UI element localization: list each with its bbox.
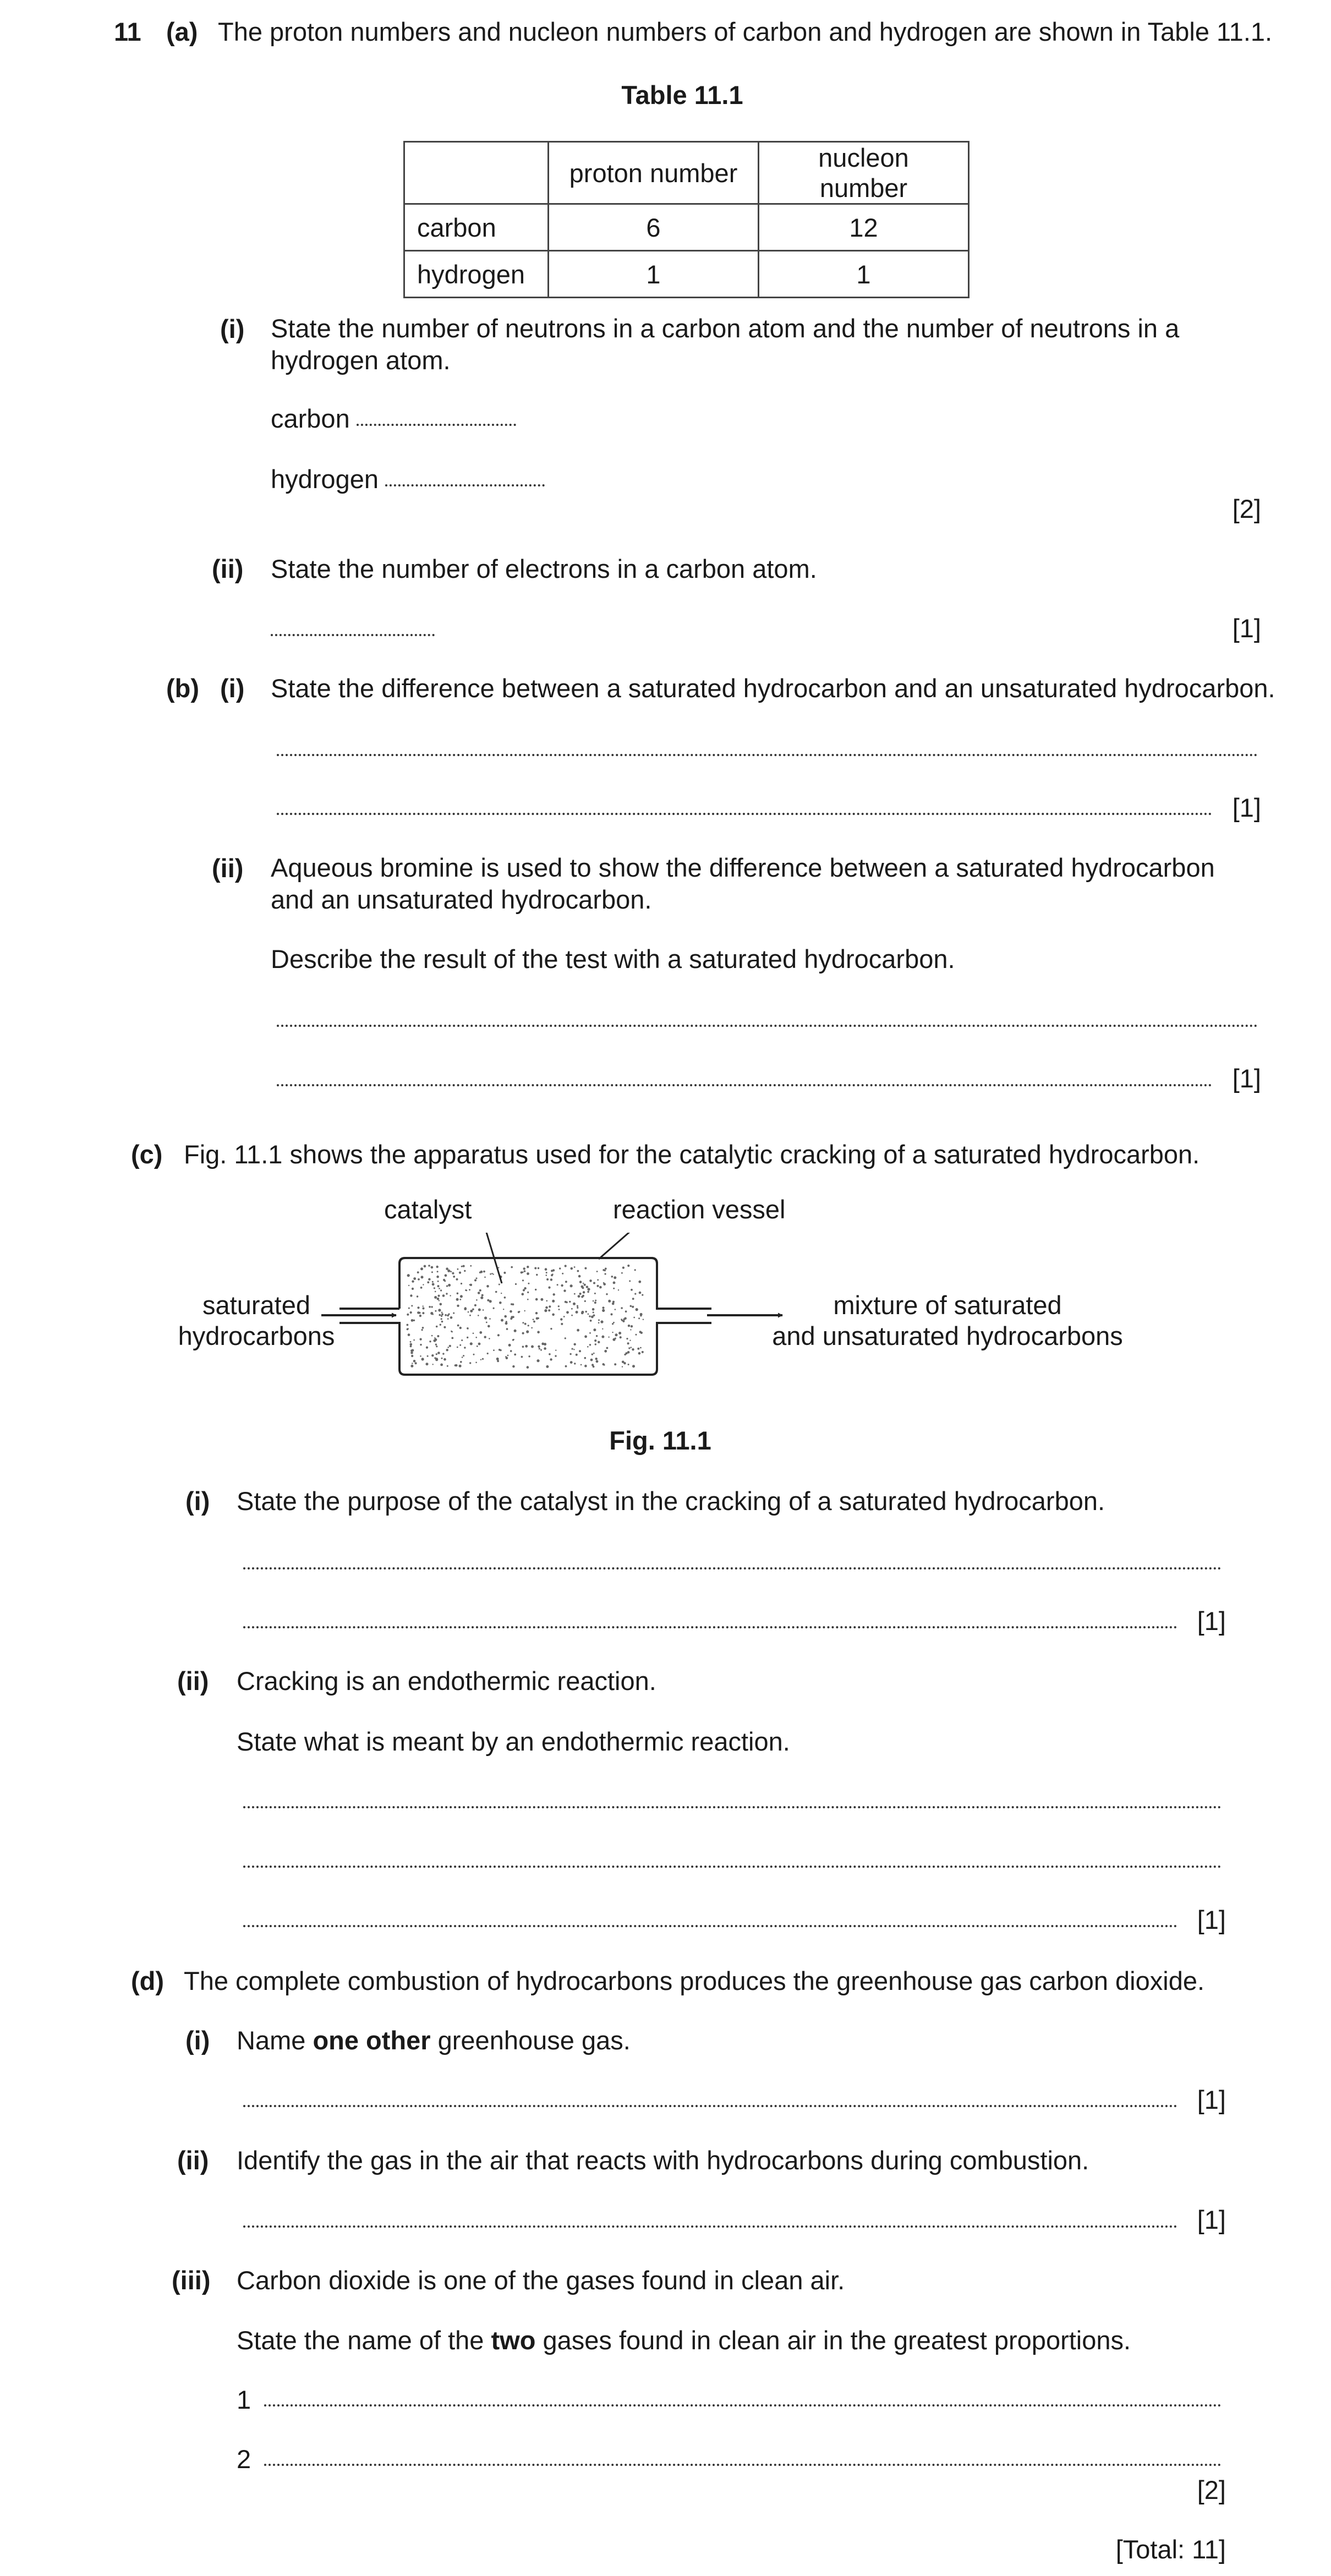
question-number: 11 <box>114 17 141 46</box>
part-a-ii-label: (ii) <box>212 554 244 583</box>
part-d-iii-text: Carbon dioxide is one of the gases found in clean air. <box>237 2266 845 2295</box>
part-d-stem: The complete combustion of hydrocarbons produces the greenhouse gas carbon dioxide. <box>184 1966 1205 1995</box>
table-cell: carbon <box>404 204 549 251</box>
answer-line[interactable] <box>243 1925 1177 1927</box>
part-d-i-text: Name one other greenhouse gas. <box>237 2026 631 2055</box>
catalyst-dots <box>407 1265 644 1369</box>
answer-line[interactable] <box>277 813 1212 815</box>
part-b-label: (b) <box>166 674 200 703</box>
table-cell: 6 <box>549 204 759 251</box>
answer-line[interactable] <box>243 2225 1177 2228</box>
answer-line[interactable] <box>243 2105 1177 2107</box>
part-a-stem: The proton numbers and nucleon numbers of carbon and hydrogen are shown in Table 11.1. <box>218 17 1273 46</box>
answer-line[interactable] <box>277 1084 1212 1086</box>
carbon-answer-line[interactable] <box>357 424 516 426</box>
part-b-ii-text2: Describe the result of the test with a saturated hydrocarbon. <box>271 944 955 973</box>
inlet-label: saturated <box>202 1290 310 1320</box>
table-cell: 12 <box>759 204 969 251</box>
answer-line[interactable] <box>277 1025 1258 1027</box>
hydrogen-answer-label: hydrogen <box>271 464 379 494</box>
marks: [1] <box>1232 793 1261 822</box>
answer-line[interactable] <box>243 1567 1222 1569</box>
answer-line[interactable] <box>277 754 1258 756</box>
part-a-ii-text: State the number of electrons in a carbon atom. <box>271 554 817 583</box>
outlet-label: mixture of saturated <box>833 1290 1062 1320</box>
part-b-ii-text: Aqueous bromine is used to show the difference between a saturated hydrocarbon and an unsaturated hydrocarbon. <box>271 853 1215 914</box>
part-c-label: (c) <box>131 1140 163 1169</box>
table-header-cell: nucleon number <box>759 142 969 204</box>
answer-line[interactable] <box>264 2464 1222 2466</box>
table-row <box>404 204 969 251</box>
table-header-row <box>404 142 969 204</box>
answer-number: 2 <box>237 2444 251 2474</box>
answer-line[interactable] <box>243 1806 1222 1808</box>
part-d-ii-label: (ii) <box>177 2146 209 2175</box>
marks: [1] <box>1197 1905 1226 1934</box>
marks: [1] <box>1197 2205 1226 2234</box>
part-d-iii-text2: State the name of the two gases found in clean air in the greatest proportions. <box>237 2326 1131 2355</box>
reaction-vessel-label: reaction vessel <box>613 1195 786 1224</box>
table-header-cell <box>404 142 549 204</box>
part-c-i-label: (i) <box>185 1486 210 1516</box>
inlet-label: hydrocarbons <box>178 1321 335 1350</box>
table-row <box>404 251 969 298</box>
table-cell: 1 <box>549 251 759 298</box>
marks: [2] <box>1197 2475 1226 2504</box>
part-b-ii-label: (ii) <box>212 854 244 883</box>
marks: [1] <box>1232 1064 1261 1093</box>
total-marks: [Total: 11] <box>1115 2535 1226 2564</box>
marks: [2] <box>1232 494 1261 523</box>
vessel-pointer <box>599 1233 644 1259</box>
table-cell: hydrogen <box>404 251 549 298</box>
outlet-label: and unsaturated hydrocarbons <box>772 1321 1123 1350</box>
part-b-i-text: State the difference between a saturated hydrocarbon and an unsaturated hydrocarbon. <box>271 674 1275 703</box>
catalyst-label: catalyst <box>384 1195 472 1224</box>
part-d-label: (d) <box>131 1966 165 1995</box>
part-c-ii-label: (ii) <box>177 1666 209 1696</box>
figure-caption: Fig. 11.1 <box>609 1426 711 1455</box>
marks: [1] <box>1197 2085 1226 2114</box>
part-c-ii-text: Cracking is an endothermic reaction. <box>237 1666 656 1696</box>
marks: [1] <box>1232 614 1261 643</box>
answer-line[interactable] <box>243 1626 1177 1628</box>
answer-line[interactable] <box>243 1866 1222 1868</box>
answer-number: 1 <box>237 2385 251 2414</box>
marks: [1] <box>1197 1606 1226 1636</box>
carbon-answer-label: carbon <box>271 404 350 433</box>
part-a-label: (a) <box>166 17 198 46</box>
part-c-i-text: State the purpose of the catalyst in the cracking of a saturated hydrocarbon. <box>237 1486 1105 1516</box>
table-11-1 <box>403 141 970 298</box>
answer-line[interactable] <box>271 634 435 636</box>
table-cell: 1 <box>759 251 969 298</box>
part-d-ii-text: Identify the gas in the air that reacts with hydrocarbons during combustion. <box>237 2146 1089 2175</box>
part-d-iii-label: (iii) <box>172 2266 211 2295</box>
part-a-i-label: (i) <box>220 314 245 343</box>
hydrogen-answer-line[interactable] <box>385 484 545 486</box>
answer-line[interactable] <box>264 2404 1222 2407</box>
part-c-stem: Fig. 11.1 shows the apparatus used for the catalytic cracking of a saturated hydrocarbon. <box>184 1140 1200 1169</box>
part-b-i-label: (i) <box>220 674 245 703</box>
part-c-ii-text2: State what is meant by an endothermic reaction. <box>237 1727 790 1756</box>
part-d-i-label: (i) <box>185 2026 210 2055</box>
table-title: Table 11.1 <box>621 80 743 110</box>
part-a-i-text: State the number of neutrons in a carbon atom and the number of neutrons in a hydrogen atom. <box>271 314 1180 375</box>
cracking-apparatus-diagram <box>308 1233 803 1398</box>
table-header-cell: proton number <box>549 142 759 204</box>
